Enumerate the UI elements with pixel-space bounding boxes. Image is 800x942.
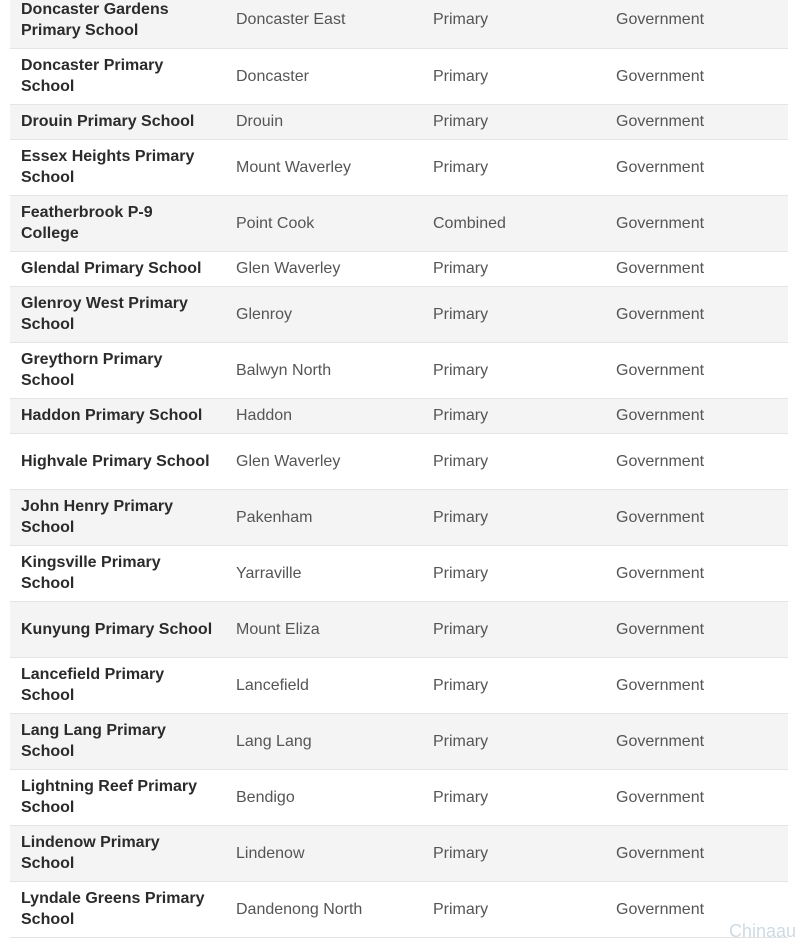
suburb-cell: Dandenong North — [222, 881, 422, 937]
sector-cell: Government — [605, 657, 788, 713]
school-level-cell: Primary — [422, 342, 605, 398]
school-name-cell: Featherbrook P-9 College — [10, 195, 222, 251]
table-row — [10, 713, 788, 769]
suburb-cell: Mount Waverley — [222, 139, 422, 195]
suburb-cell: Point Cook — [222, 195, 422, 251]
school-name-cell: Haddon Primary School — [10, 398, 222, 433]
school-name-cell: Highvale Primary School — [10, 433, 222, 489]
school-level-cell: Primary — [422, 104, 605, 139]
school-level-cell: Primary — [422, 251, 605, 286]
school-level-cell: Primary — [422, 489, 605, 545]
sector-cell: Government — [605, 713, 788, 769]
table-row — [10, 545, 788, 601]
school-level-cell: Primary — [422, 545, 605, 601]
sector-cell: Government — [605, 825, 788, 881]
school-level-cell: Primary — [422, 713, 605, 769]
table-row — [10, 104, 788, 139]
sector-cell: Government — [605, 601, 788, 657]
table-row — [10, 139, 788, 195]
school-name-cell: Kingsville Primary School — [10, 545, 222, 601]
table-row — [10, 489, 788, 545]
school-level-cell: Primary — [422, 398, 605, 433]
suburb-cell: Glenroy — [222, 286, 422, 342]
suburb-cell: Lancefield — [222, 657, 422, 713]
suburb-cell: Drouin — [222, 104, 422, 139]
sector-cell: Government — [605, 398, 788, 433]
school-level-cell: Primary — [422, 0, 605, 48]
table-row — [10, 48, 788, 104]
table-row — [10, 398, 788, 433]
school-level-cell: Primary — [422, 48, 605, 104]
school-name-cell: Lancefield Primary School — [10, 657, 222, 713]
suburb-cell: Doncaster East — [222, 0, 422, 48]
suburb-cell: Doncaster — [222, 48, 422, 104]
table-row — [10, 825, 788, 881]
sector-cell: Government — [605, 342, 788, 398]
suburb-cell: Glen Waverley — [222, 251, 422, 286]
suburb-cell: Lang Lang — [222, 713, 422, 769]
school-level-cell: Primary — [422, 139, 605, 195]
schools-table — [10, 0, 788, 938]
school-name-cell: Glendal Primary School — [10, 251, 222, 286]
school-level-cell: Primary — [422, 881, 605, 937]
school-level-cell: Combined — [422, 195, 605, 251]
suburb-cell: Glen Waverley — [222, 433, 422, 489]
school-level-cell: Primary — [422, 601, 605, 657]
table-row — [10, 0, 788, 48]
school-level-cell: Primary — [422, 286, 605, 342]
table-row — [10, 433, 788, 489]
school-level-cell: Primary — [422, 769, 605, 825]
table-row — [10, 769, 788, 825]
school-name-cell: Greythorn Primary School — [10, 342, 222, 398]
school-name-cell: Kunyung Primary School — [10, 601, 222, 657]
sector-cell: Government — [605, 286, 788, 342]
school-name-cell: Glenroy West Primary School — [10, 286, 222, 342]
school-name-cell: Lang Lang Primary School — [10, 713, 222, 769]
sector-cell: Government — [605, 881, 788, 937]
suburb-cell: Balwyn North — [222, 342, 422, 398]
sector-cell: Government — [605, 0, 788, 48]
school-name-cell: Doncaster Primary School — [10, 48, 222, 104]
school-name-cell: Lyndale Greens Primary School — [10, 881, 222, 937]
sector-cell: Government — [605, 195, 788, 251]
sector-cell: Government — [605, 433, 788, 489]
sector-cell: Government — [605, 769, 788, 825]
suburb-cell: Mount Eliza — [222, 601, 422, 657]
school-name-cell: Doncaster Gardens Primary School — [10, 0, 222, 48]
sector-cell: Government — [605, 104, 788, 139]
table-row — [10, 881, 788, 937]
school-name-cell: John Henry Primary School — [10, 489, 222, 545]
table-row — [10, 601, 788, 657]
school-level-cell: Primary — [422, 657, 605, 713]
sector-cell: Government — [605, 251, 788, 286]
school-name-cell: Lightning Reef Primary School — [10, 769, 222, 825]
table-row — [10, 286, 788, 342]
table-row — [10, 342, 788, 398]
sector-cell: Government — [605, 489, 788, 545]
school-name-cell: Drouin Primary School — [10, 104, 222, 139]
sector-cell: Government — [605, 139, 788, 195]
suburb-cell: Pakenham — [222, 489, 422, 545]
schools-table-container — [10, 0, 788, 938]
school-name-cell: Essex Heights Primary School — [10, 139, 222, 195]
school-name-cell: Lindenow Primary School — [10, 825, 222, 881]
suburb-cell: Bendigo — [222, 769, 422, 825]
suburb-cell: Haddon — [222, 398, 422, 433]
watermark: Chinaau — [728, 921, 796, 941]
table-row — [10, 195, 788, 251]
sector-cell: Government — [605, 48, 788, 104]
school-level-cell: Primary — [422, 433, 605, 489]
table-row — [10, 251, 788, 286]
sector-cell: Government — [605, 545, 788, 601]
suburb-cell: Lindenow — [222, 825, 422, 881]
suburb-cell: Yarraville — [222, 545, 422, 601]
school-level-cell: Primary — [422, 825, 605, 881]
table-row — [10, 657, 788, 713]
